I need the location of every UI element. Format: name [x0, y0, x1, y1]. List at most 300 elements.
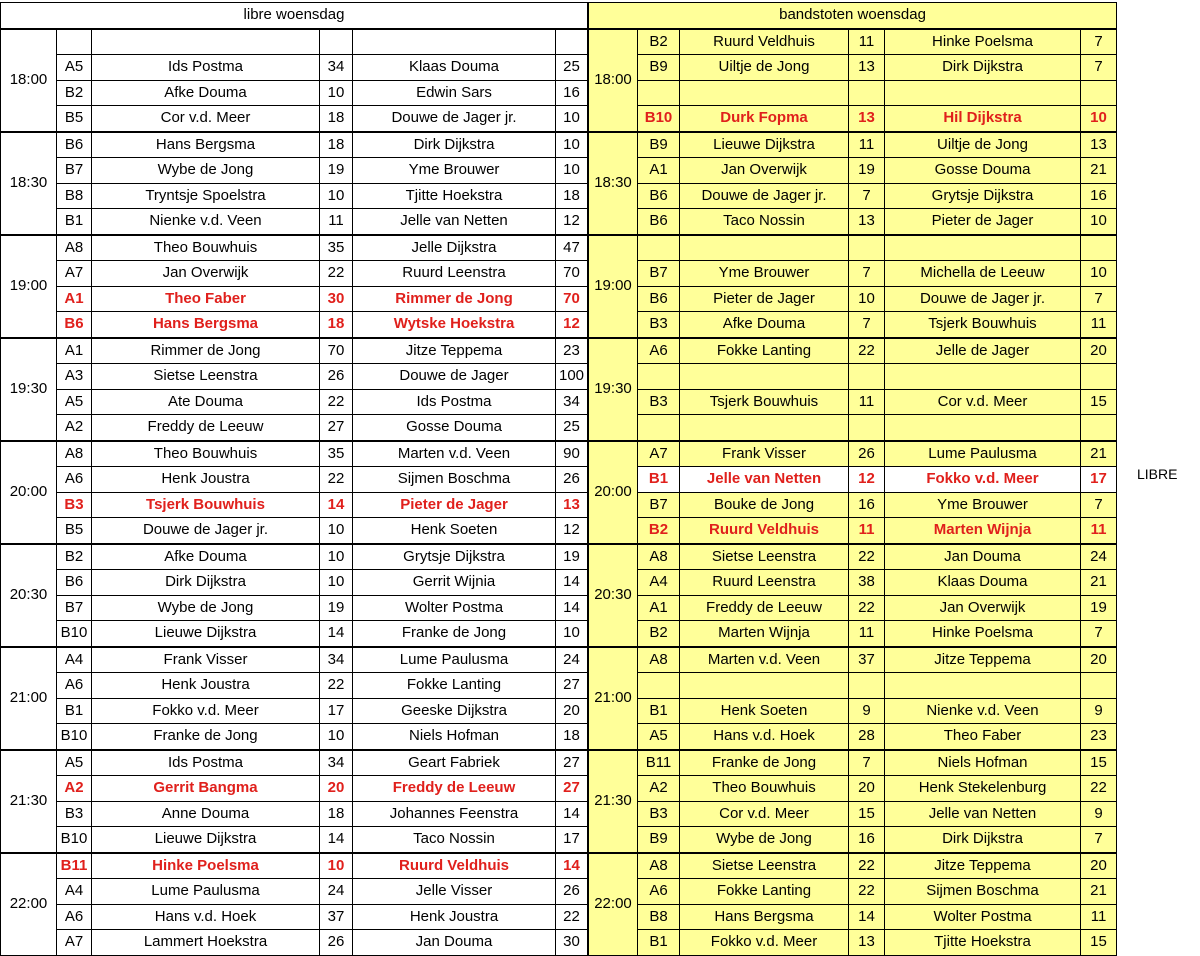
- table-row: [1, 441, 588, 467]
- table-row: [589, 441, 1117, 467]
- score-2: 20: [1081, 853, 1117, 879]
- score-1: 10: [320, 853, 353, 879]
- score-2: 10: [556, 621, 588, 647]
- table-code: B11: [638, 750, 680, 776]
- score-2: 7: [1081, 621, 1117, 647]
- player-1: Frank Visser: [680, 441, 849, 467]
- player-2: Theo Faber: [885, 724, 1081, 750]
- table-code: B7: [57, 158, 92, 184]
- player-1: Sietse Leenstra: [680, 853, 849, 879]
- table-code: A8: [638, 853, 680, 879]
- player-2: Niels Hofman: [885, 750, 1081, 776]
- score-1: 18: [320, 132, 353, 158]
- score-2: 22: [1081, 776, 1117, 802]
- side-label: LIBRE: [1137, 466, 1178, 482]
- player-1: Ruurd Veldhuis: [680, 518, 849, 544]
- player-1: Dirk Dijkstra: [92, 570, 320, 596]
- score-2: 7: [1081, 29, 1117, 55]
- player-1: Afke Douma: [92, 544, 320, 570]
- table-row: [589, 750, 1117, 776]
- table-row: [1, 621, 588, 647]
- table-row: [589, 55, 1117, 81]
- table-row: [589, 467, 1117, 493]
- table-row: [1, 183, 588, 209]
- player-2: Jitze Teppema: [353, 338, 556, 364]
- player-1: Lieuwe Dijkstra: [680, 132, 849, 158]
- time-slot: 20:30: [1, 544, 57, 647]
- score-1: [320, 29, 353, 55]
- score-2: 22: [556, 904, 588, 930]
- score-1: 11: [849, 518, 885, 544]
- score-1: 7: [849, 312, 885, 338]
- table-code: B8: [57, 183, 92, 209]
- table-row: [589, 595, 1117, 621]
- player-1: Hinke Poelsma: [92, 853, 320, 879]
- score-1: 24: [320, 879, 353, 905]
- score-1: 10: [320, 544, 353, 570]
- table-code: B7: [638, 261, 680, 287]
- table-code: A7: [57, 930, 92, 956]
- score-2: 15: [1081, 389, 1117, 415]
- time-slot: 20:30: [589, 544, 638, 647]
- time-slot: 20:00: [1, 441, 57, 544]
- table-code: B1: [638, 467, 680, 493]
- score-2: 17: [556, 827, 588, 853]
- score-1: 14: [320, 827, 353, 853]
- table-code: B7: [638, 492, 680, 518]
- score-2: 7: [1081, 827, 1117, 853]
- score-2: 27: [556, 776, 588, 802]
- table-row: [589, 930, 1117, 956]
- player-1: Taco Nossin: [680, 209, 849, 235]
- table-code: A7: [638, 441, 680, 467]
- player-1: [680, 364, 849, 390]
- player-2: Fokke Lanting: [353, 673, 556, 699]
- score-2: [1081, 415, 1117, 441]
- score-1: 20: [320, 776, 353, 802]
- player-1: Jan Overwijk: [92, 261, 320, 287]
- player-2: Gerrit Wijnia: [353, 570, 556, 596]
- table-code: B2: [638, 29, 680, 55]
- table-code: A8: [638, 647, 680, 673]
- table-row: [589, 80, 1117, 106]
- table-row: [589, 209, 1117, 235]
- table-row: [589, 544, 1117, 570]
- score-2: 12: [556, 518, 588, 544]
- table-row: [589, 415, 1117, 441]
- player-1: Hans Bergsma: [92, 312, 320, 338]
- player-2: Dirk Dijkstra: [353, 132, 556, 158]
- score-2: 18: [556, 183, 588, 209]
- player-2: Tsjerk Bouwhuis: [885, 312, 1081, 338]
- score-1: 20: [849, 776, 885, 802]
- table-code: B10: [57, 827, 92, 853]
- table-row: [1, 724, 588, 750]
- score-1: 19: [320, 595, 353, 621]
- table-row: [1, 261, 588, 287]
- table-row: [1, 415, 588, 441]
- table-code: B5: [57, 106, 92, 132]
- table-row: [1, 132, 588, 158]
- score-2: 23: [1081, 724, 1117, 750]
- table-row: [589, 364, 1117, 390]
- player-2: Dirk Dijkstra: [885, 55, 1081, 81]
- score-1: 35: [320, 441, 353, 467]
- player-1: Hans v.d. Hoek: [680, 724, 849, 750]
- score-2: 12: [556, 209, 588, 235]
- score-1: 18: [320, 312, 353, 338]
- table-code: A6: [57, 673, 92, 699]
- score-1: 14: [320, 621, 353, 647]
- player-2: Franke de Jong: [353, 621, 556, 647]
- score-2: 10: [1081, 209, 1117, 235]
- player-2: Edwin Sars: [353, 80, 556, 106]
- libre-header-row: [1, 3, 588, 29]
- table-code: B10: [57, 621, 92, 647]
- score-2: 25: [556, 415, 588, 441]
- time-slot: 18:30: [1, 132, 57, 235]
- score-2: [1081, 673, 1117, 699]
- score-2: 20: [1081, 647, 1117, 673]
- score-1: 7: [849, 750, 885, 776]
- score-2: 23: [556, 338, 588, 364]
- table-row: [1, 55, 588, 81]
- table-code: A4: [57, 879, 92, 905]
- table-row: [1, 827, 588, 853]
- player-1: Yme Brouwer: [680, 261, 849, 287]
- table-code: A8: [57, 441, 92, 467]
- score-1: 22: [320, 261, 353, 287]
- score-2: 30: [556, 930, 588, 956]
- player-2: Yme Brouwer: [885, 492, 1081, 518]
- table-code: B3: [638, 312, 680, 338]
- score-2: 16: [1081, 183, 1117, 209]
- player-2: Ruurd Veldhuis: [353, 853, 556, 879]
- player-2: Marten v.d. Veen: [353, 441, 556, 467]
- time-slot: 18:00: [589, 29, 638, 132]
- table-code: B2: [638, 518, 680, 544]
- score-1: [849, 235, 885, 261]
- score-1: 37: [320, 904, 353, 930]
- score-1: 17: [320, 698, 353, 724]
- table-row: [589, 827, 1117, 853]
- score-1: 22: [849, 879, 885, 905]
- score-1: 10: [320, 518, 353, 544]
- score-1: 11: [320, 209, 353, 235]
- player-1: Gerrit Bangma: [92, 776, 320, 802]
- player-2: Cor v.d. Meer: [885, 389, 1081, 415]
- table-code: B6: [638, 209, 680, 235]
- table-row: [589, 570, 1117, 596]
- player-2: [353, 29, 556, 55]
- player-2: Henk Soeten: [353, 518, 556, 544]
- player-1: Cor v.d. Meer: [92, 106, 320, 132]
- player-1: Douwe de Jager jr.: [680, 183, 849, 209]
- player-2: Johannes Feenstra: [353, 801, 556, 827]
- table-row: [1, 879, 588, 905]
- score-1: 22: [849, 595, 885, 621]
- player-1: Nienke v.d. Veen: [92, 209, 320, 235]
- libre-title: libre woensdag: [1, 3, 588, 29]
- score-2: 10: [556, 106, 588, 132]
- player-1: Ate Douma: [92, 389, 320, 415]
- table-code: B6: [638, 286, 680, 312]
- table-row: [1, 930, 588, 956]
- player-1: Hans v.d. Hoek: [92, 904, 320, 930]
- player-2: Jelle Visser: [353, 879, 556, 905]
- table-row: [1, 492, 588, 518]
- table-code: B1: [57, 209, 92, 235]
- table-row: [589, 518, 1117, 544]
- table-row: [1, 209, 588, 235]
- player-2: Grytsje Dijkstra: [353, 544, 556, 570]
- player-2: Rimmer de Jong: [353, 286, 556, 312]
- player-1: Afke Douma: [680, 312, 849, 338]
- score-2: 19: [556, 544, 588, 570]
- table-row: [589, 158, 1117, 184]
- score-1: 27: [320, 415, 353, 441]
- player-2: Jan Douma: [885, 544, 1081, 570]
- player-1: Durk Fopma: [680, 106, 849, 132]
- score-2: 16: [556, 80, 588, 106]
- table-row: [1, 750, 588, 776]
- player-2: Jan Overwijk: [885, 595, 1081, 621]
- score-2: 9: [1081, 801, 1117, 827]
- player-2: Douwe de Jager jr.: [885, 286, 1081, 312]
- score-2: 10: [1081, 106, 1117, 132]
- score-1: 11: [849, 621, 885, 647]
- time-slot: 19:00: [1, 235, 57, 338]
- score-1: 11: [849, 132, 885, 158]
- score-1: 10: [320, 724, 353, 750]
- player-2: Henk Stekelenburg: [885, 776, 1081, 802]
- table-code: A5: [638, 724, 680, 750]
- player-2: Fokko v.d. Meer: [885, 467, 1081, 493]
- score-2: 70: [556, 286, 588, 312]
- table-code: B1: [638, 930, 680, 956]
- table-row: [1, 698, 588, 724]
- table-code: A1: [57, 286, 92, 312]
- player-1: Anne Douma: [92, 801, 320, 827]
- player-2: Klaas Douma: [885, 570, 1081, 596]
- table-code: A1: [57, 338, 92, 364]
- table-row: [1, 647, 588, 673]
- player-2: [885, 415, 1081, 441]
- time-slot: 19:30: [1, 338, 57, 441]
- score-2: 14: [556, 595, 588, 621]
- table-code: A6: [638, 879, 680, 905]
- player-1: Theo Faber: [92, 286, 320, 312]
- score-1: 10: [320, 570, 353, 596]
- table-code: [638, 415, 680, 441]
- score-2: 26: [556, 467, 588, 493]
- player-2: Nienke v.d. Veen: [885, 698, 1081, 724]
- table-code: [57, 29, 92, 55]
- table-code: A2: [638, 776, 680, 802]
- player-1: Lieuwe Dijkstra: [92, 827, 320, 853]
- table-code: B1: [57, 698, 92, 724]
- bandstoten-header-row: [589, 3, 1117, 29]
- player-2: Jelle de Jager: [885, 338, 1081, 364]
- table-code: [638, 673, 680, 699]
- table-code: B6: [57, 570, 92, 596]
- table-code: B11: [57, 853, 92, 879]
- player-1: [680, 673, 849, 699]
- score-2: 10: [556, 158, 588, 184]
- player-2: Douwe de Jager jr.: [353, 106, 556, 132]
- score-2: 7: [1081, 286, 1117, 312]
- score-1: 26: [320, 930, 353, 956]
- player-2: Jitze Teppema: [885, 853, 1081, 879]
- table-code: A4: [57, 647, 92, 673]
- score-2: 20: [556, 698, 588, 724]
- player-2: Ids Postma: [353, 389, 556, 415]
- table-row: [1, 904, 588, 930]
- score-2: 20: [1081, 338, 1117, 364]
- table-row: [1, 29, 588, 55]
- player-2: Dirk Dijkstra: [885, 827, 1081, 853]
- time-slot: 22:00: [589, 853, 638, 956]
- score-1: 18: [320, 801, 353, 827]
- score-2: 9: [1081, 698, 1117, 724]
- player-2: Niels Hofman: [353, 724, 556, 750]
- table-row: [1, 80, 588, 106]
- player-2: Wytske Hoekstra: [353, 312, 556, 338]
- score-2: 25: [556, 55, 588, 81]
- player-1: Cor v.d. Meer: [680, 801, 849, 827]
- player-2: Geart Fabriek: [353, 750, 556, 776]
- player-2: Grytsje Dijkstra: [885, 183, 1081, 209]
- score-2: 11: [1081, 518, 1117, 544]
- score-1: [849, 80, 885, 106]
- player-2: Sijmen Boschma: [885, 879, 1081, 905]
- score-1: 26: [320, 364, 353, 390]
- score-1: 18: [320, 106, 353, 132]
- score-1: 28: [849, 724, 885, 750]
- player-2: Michella de Leeuw: [885, 261, 1081, 287]
- table-code: B8: [638, 904, 680, 930]
- player-1: Lieuwe Dijkstra: [92, 621, 320, 647]
- score-2: 24: [556, 647, 588, 673]
- table-code: A3: [57, 364, 92, 390]
- player-1: Ids Postma: [92, 55, 320, 81]
- player-1: Franke de Jong: [92, 724, 320, 750]
- table-code: B6: [57, 132, 92, 158]
- player-1: Franke de Jong: [680, 750, 849, 776]
- score-1: 22: [320, 673, 353, 699]
- table-row: [589, 621, 1117, 647]
- score-1: 10: [849, 286, 885, 312]
- table-code: B3: [638, 801, 680, 827]
- score-1: 22: [320, 389, 353, 415]
- player-2: Marten Wijnja: [885, 518, 1081, 544]
- player-2: Taco Nossin: [353, 827, 556, 853]
- table-code: B3: [57, 492, 92, 518]
- score-1: 34: [320, 647, 353, 673]
- table-code: B3: [638, 389, 680, 415]
- score-1: 19: [320, 158, 353, 184]
- table-code: A2: [57, 776, 92, 802]
- player-2: Hinke Poelsma: [885, 29, 1081, 55]
- table-row: [1, 570, 588, 596]
- table-row: [589, 904, 1117, 930]
- table-code: B6: [638, 183, 680, 209]
- table-code: B2: [57, 80, 92, 106]
- player-1: Wybe de Jong: [92, 595, 320, 621]
- player-2: Hil Dijkstra: [885, 106, 1081, 132]
- table-row: [589, 647, 1117, 673]
- player-2: Gosse Douma: [885, 158, 1081, 184]
- table-code: A8: [57, 235, 92, 261]
- player-2: Jan Douma: [353, 930, 556, 956]
- table-row: [589, 286, 1117, 312]
- player-1: Marten Wijnja: [680, 621, 849, 647]
- score-1: 13: [849, 106, 885, 132]
- table-code: A5: [57, 389, 92, 415]
- bandstoten-title: bandstoten woensdag: [589, 3, 1117, 29]
- table-code: B10: [638, 106, 680, 132]
- table-row: [589, 235, 1117, 261]
- table-code: A2: [57, 415, 92, 441]
- score-1: 14: [849, 904, 885, 930]
- table-code: A1: [638, 158, 680, 184]
- score-2: 7: [1081, 492, 1117, 518]
- player-1: Theo Bouwhuis: [92, 235, 320, 261]
- table-code: B2: [57, 544, 92, 570]
- table-row: [1, 467, 588, 493]
- table-row: [1, 338, 588, 364]
- score-2: 27: [556, 673, 588, 699]
- player-2: Tjitte Hoekstra: [353, 183, 556, 209]
- score-1: 22: [849, 544, 885, 570]
- table-row: [589, 776, 1117, 802]
- table-code: B6: [57, 312, 92, 338]
- table-row: [589, 698, 1117, 724]
- player-2: Sijmen Boschma: [353, 467, 556, 493]
- player-1: Freddy de Leeuw: [92, 415, 320, 441]
- table-code: B5: [57, 518, 92, 544]
- score-2: 10: [556, 132, 588, 158]
- player-2: Pieter de Jager: [885, 209, 1081, 235]
- time-slot: 19:00: [589, 235, 638, 338]
- score-2: 21: [1081, 570, 1117, 596]
- table-code: B2: [638, 621, 680, 647]
- player-2: Jelle van Netten: [353, 209, 556, 235]
- table-row: [1, 364, 588, 390]
- score-1: 19: [849, 158, 885, 184]
- player-2: Tjitte Hoekstra: [885, 930, 1081, 956]
- score-1: 13: [849, 209, 885, 235]
- player-2: Jitze Teppema: [885, 647, 1081, 673]
- score-1: 13: [849, 930, 885, 956]
- score-2: 21: [1081, 441, 1117, 467]
- time-slot: 21:00: [1, 647, 57, 750]
- table-code: A8: [638, 544, 680, 570]
- player-2: Jelle van Netten: [885, 801, 1081, 827]
- table-row: [589, 724, 1117, 750]
- time-slot: 18:00: [1, 29, 57, 132]
- score-2: 24: [1081, 544, 1117, 570]
- score-2: [556, 29, 588, 55]
- player-2: Wolter Postma: [353, 595, 556, 621]
- player-1: Lammert Hoekstra: [92, 930, 320, 956]
- score-1: 37: [849, 647, 885, 673]
- player-2: [885, 364, 1081, 390]
- player-2: Lume Paulusma: [353, 647, 556, 673]
- player-1: [680, 415, 849, 441]
- bandstoten-table: [588, 2, 1117, 956]
- table-code: [638, 235, 680, 261]
